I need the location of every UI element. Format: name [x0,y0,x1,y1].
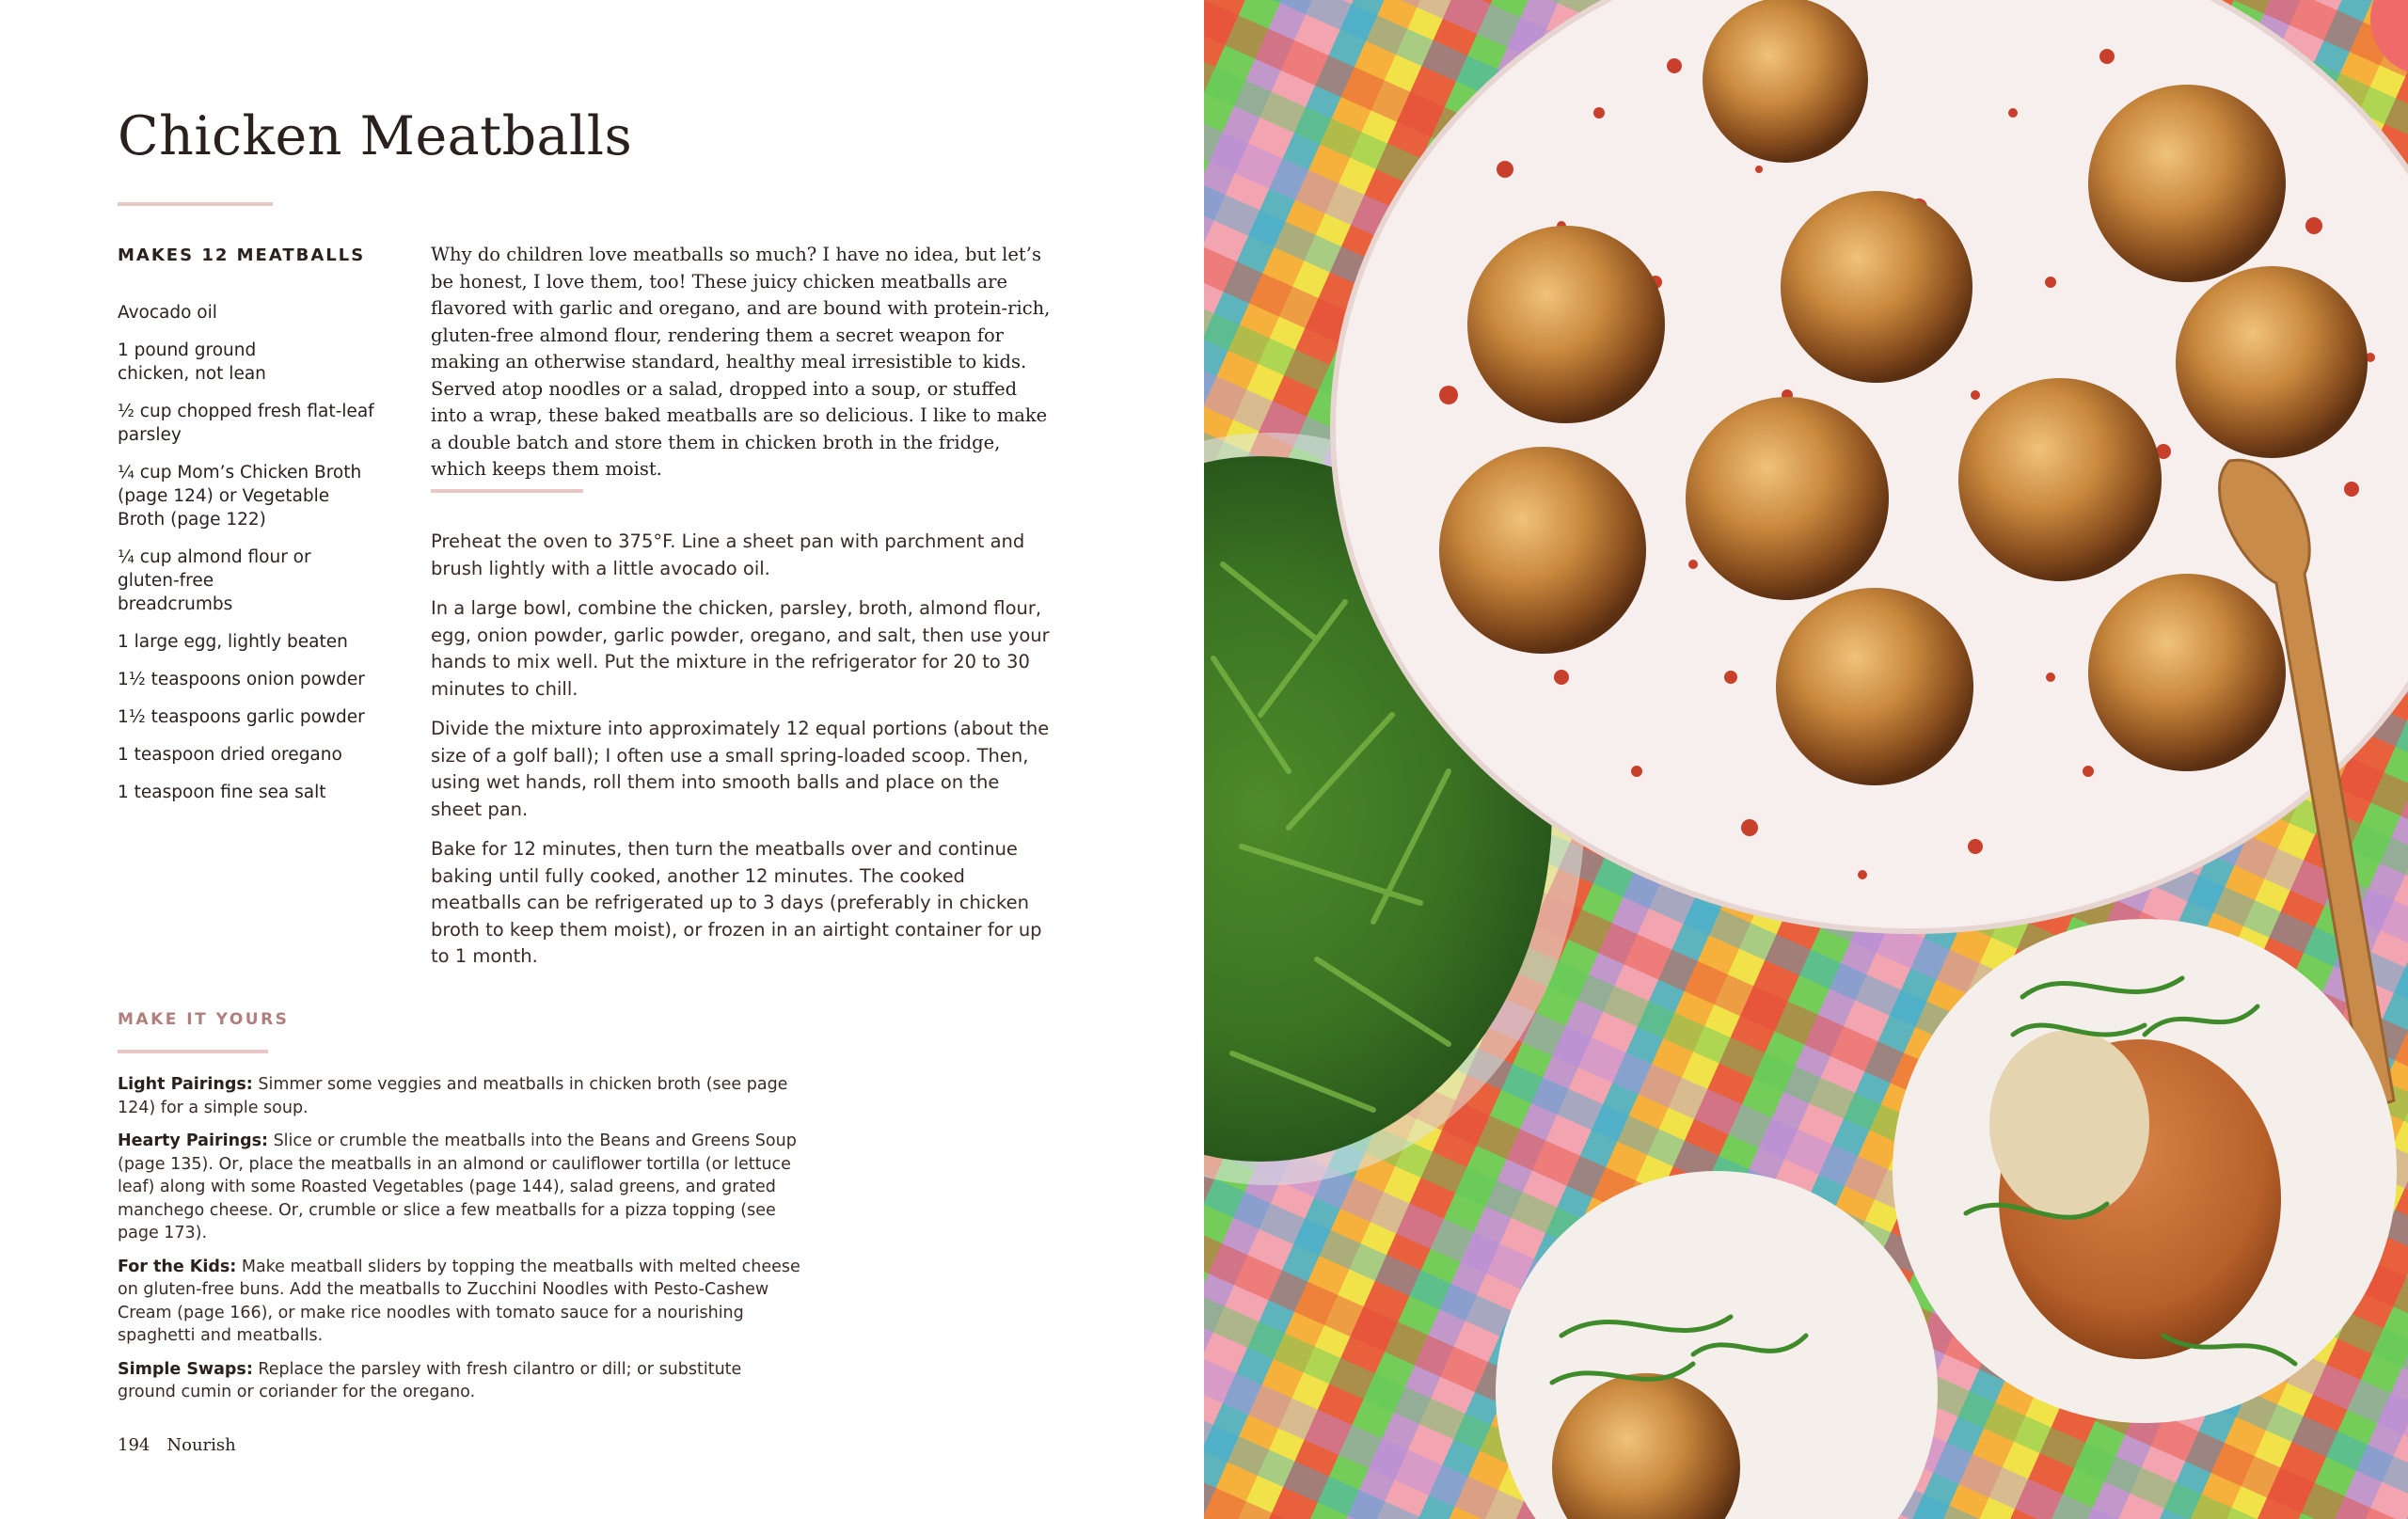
page-footer [118,1435,236,1455]
variation-text: Simmer some veggies and meatballs in chicken broth (see page 124) for a simple soup. [118,1075,788,1117]
title-divider [118,202,273,206]
method-step: Bake for 12 minutes, then turn the meatballs over and continue baking until fully cooked, another 12 minutes. The cooked meatballs can be refrigerated up to 3 days (preferably in chicken broth to keep them moist), or frozen in an airtight container for up to 1 month. [431,838,1042,967]
meatball-photo-illustration [1204,0,2408,1519]
method-step: In a large bowl, combine the chicken, parsley, broth, almond flour, egg, onion powder, garlic powder, oregano, and salt, then use your hands to mix well. Put the mixture in the refrigerator for 20 to 30 minutes to chill. [431,597,1050,700]
ingredient-item: Avocado oil [118,303,217,323]
recipe-yield: MAKES 12 MEATBALLS [118,245,366,265]
ingredient-item: 1 pound ground chicken, not lean [118,340,266,384]
variation-item [118,1130,804,1245]
ingredient-item: 1½ teaspoons garlic powder [118,707,365,727]
section-name: Nourish [166,1435,236,1455]
ingredient-item: ¼ cup almond flour or gluten-free breadcrumbs [118,547,311,614]
variation-text: Slice or crumble the meatballs into the Beans and Greens Soup (page 135). Or, place the meatballs in an almond or cauliflower tortilla (or lettuce leaf) along with some Roasted Vegetables (page 144), salad greens, and grated manchego cheese. Or, crumble or slice a few meatballs for a pizza topping (see page 173). [118,1131,797,1242]
variation-item [118,1256,804,1348]
ingredient-item: 1 large egg, lightly beaten [118,632,348,652]
variation-text: Make meatball sliders by topping the meatballs with melted cheese on gluten-free buns. Add the meatballs to Zucchini Noodles with Pesto-Cashew Cream (page 166), or make rice noodles with tomato sauce for a nourishing spaghetti and meatballs. [118,1257,800,1345]
slider-filling [1989,1030,2149,1218]
variation-label: For the Kids: [118,1257,237,1276]
recipe-title: Chicken Meatballs [118,105,633,167]
variations-list [118,1073,804,1415]
variation-label: Simple Swaps: [118,1359,253,1379]
page-number: 194 [118,1435,150,1455]
variation-label: Light Pairings: [118,1075,253,1094]
make-it-yours-divider [118,1050,268,1053]
recipe-headnote: Why do children love meatballs so much? I have no idea, but let’s be honest, I love them, too! These juicy chicken meatballs are flavored with garlic and oregano, and are bound with protein-rich, gluten-free almond flour, rendering them a secret weapon for making an otherwise standard, healthy meal irresistible to kids. Served atop noodles or a salad, dropped into a soup, or stuffed into a wrap, these baked meatballs are so delicious. I like to make a double batch and store them in chicken broth in the fridge, which keeps them moist. [431,244,1051,480]
method-steps [431,529,1052,984]
variation-item [118,1073,804,1119]
variation-item [118,1358,804,1404]
ingredient-item: ¼ cup Mom’s Chicken Broth (page 124) or Vegetable Broth (page 122) [118,463,362,530]
ingredient-item: ½ cup chopped fresh flat-leaf parsley [118,402,374,445]
headnote-divider [431,489,583,493]
ingredient-item: 1 teaspoon fine sea salt [118,783,326,802]
ingredient-item: 1½ teaspoons onion powder [118,670,365,689]
make-it-yours-heading: MAKE IT YOURS [118,1010,290,1029]
ingredients-list [118,301,390,818]
method-step: Preheat the oven to 375°F. Line a sheet pan with parchment and brush lightly with a little avocado oil. [431,530,1025,579]
food-photo [1204,0,2408,1519]
method-step: Divide the mixture into approximately 12 equal portions (about the size of a golf ball); I often use a small spring-loaded scoop. Then, using wet hands, roll them into smooth balls and place on the sheet pan. [431,718,1050,820]
variation-label: Hearty Pairings: [118,1131,269,1150]
variation-text: Replace the parsley with fresh cilantro or dill; or substitute ground cumin or coriander for the oregano. [118,1359,742,1401]
ingredient-item: 1 teaspoon dried oregano [118,745,342,765]
